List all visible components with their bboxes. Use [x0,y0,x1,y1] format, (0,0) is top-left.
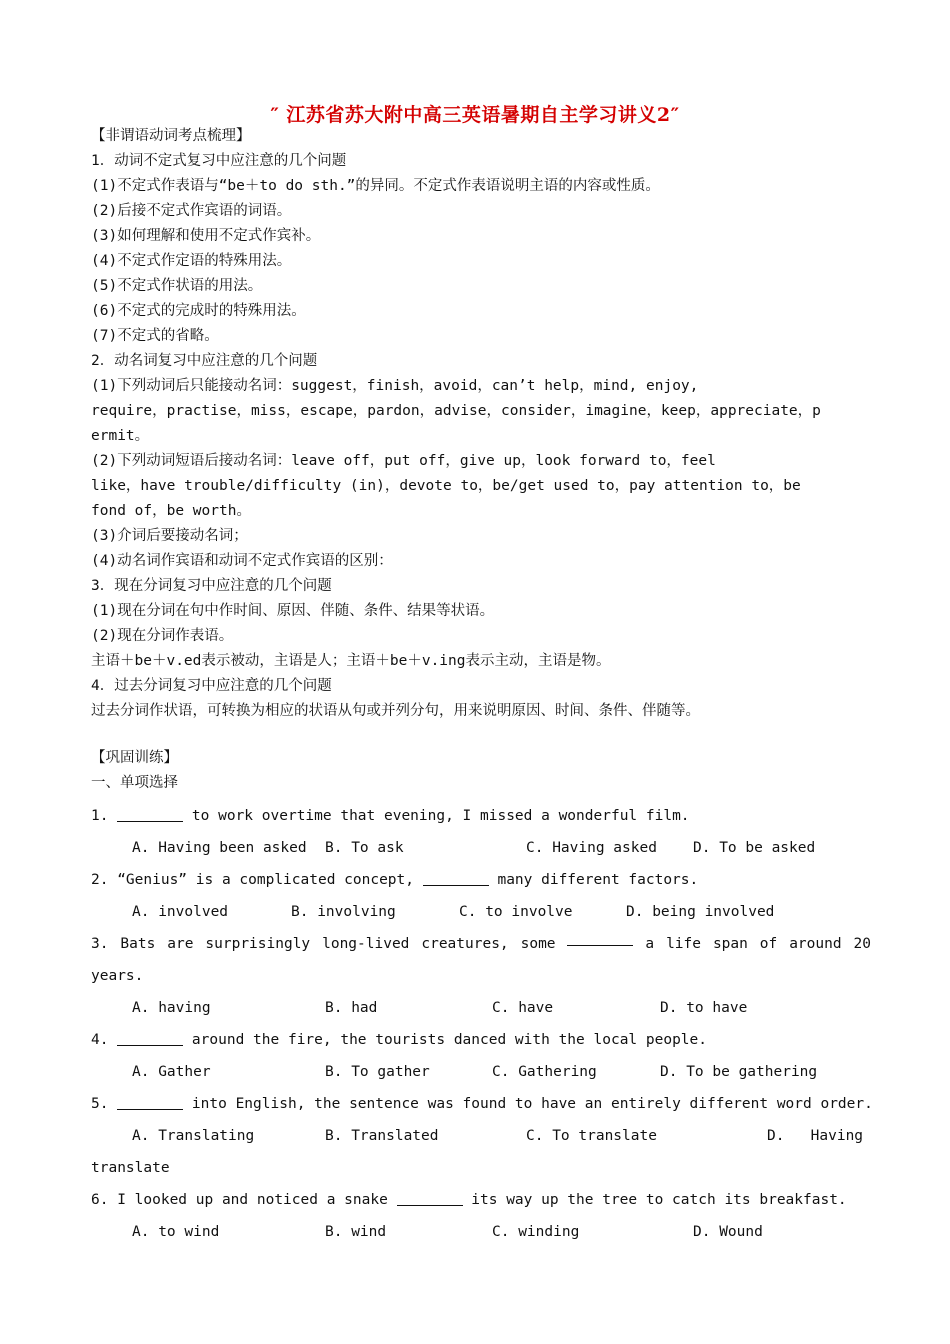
question-5 [91,1088,871,1120]
option-a[interactable]: A. having [132,1000,211,1016]
options-1 [91,832,871,864]
question-2 [91,864,871,896]
question-4 [91,1024,871,1056]
options-6 [91,1216,871,1248]
summary-line: 3．现在分词复习中应注意的几个问题 [91,578,332,594]
option-d[interactable]: D. being involved [626,904,775,920]
question-word: surprisingly [205,936,311,952]
option-c[interactable]: C. To translate [526,1128,657,1144]
question-word: 20 [853,936,871,952]
summary-line: 4．过去分词复习中应注意的几个问题 [91,678,332,694]
question-word: long-lived [322,936,410,952]
question-text: into English, the sentence was found to have an entirely different word order. [183,1096,873,1112]
option-d[interactable]: D. Having [767,1128,864,1144]
answer-blank [423,868,489,886]
summary-line: (2)现在分词作表语。 [91,628,234,644]
practice-heading: 【巩固训练】 [91,750,178,766]
option-c[interactable]: C. to involve [459,904,573,920]
question-word: creatures, [421,936,509,952]
option-c[interactable]: C. have [492,1000,554,1016]
summary-line: ermit。 [91,428,150,444]
summary-line: (4)不定式作定语的特殊用法。 [91,253,292,269]
option-b[interactable]: B. involving [291,904,396,920]
option-a[interactable]: A. involved [132,904,229,920]
summary-line: (6)不定式的完成时的特殊用法。 [91,303,306,319]
question-5-continued: translate [91,1160,170,1176]
question-text: its way up the tree to catch its breakfast. [462,1192,847,1208]
question-word: around [789,936,842,952]
answer-blank [397,1188,463,1206]
question-text: 5. [91,1096,118,1112]
summary-line: (5)不定式作状语的用法。 [91,278,263,294]
option-d[interactable]: D. Wound [693,1224,763,1240]
question-word: of [759,936,778,952]
question-word: life [666,936,701,952]
summary-line: (3)如何理解和使用不定式作宾补。 [91,228,321,244]
option-b[interactable]: B. To gather [325,1064,430,1080]
answer-blank [567,928,633,946]
option-a[interactable]: A. Translating [132,1128,255,1144]
option-a[interactable]: A. Having been asked [132,840,307,856]
summary-line: 主语＋be＋v.ed表示被动，主语是人；主语＋be＋v.ing表示主动，主语是物。 [91,653,611,669]
question-word: a [645,936,655,952]
summary-line: (2)后接不定式作宾语的词语。 [91,203,292,219]
question-3 [91,928,871,960]
option-c[interactable]: C. Gathering [492,1064,597,1080]
option-b[interactable]: B. wind [325,1224,387,1240]
summary-line: (1)现在分词在句中作时间、原因、伴随、条件、结果等状语。 [91,603,495,619]
summary-line: (2)下列动词短语后接动名词：leave off，put off，give up，look forward to，feel [91,453,716,469]
question-word: some [520,936,556,952]
options-2 [91,896,871,928]
option-a[interactable]: A. Gather [132,1064,211,1080]
option-c[interactable]: C. winding [492,1224,580,1240]
option-b[interactable]: B. had [325,1000,378,1016]
summary-line: 过去分词作状语，可转换为相应的状语从句或并列分句，用来说明原因、时间、条件、伴随等。 [91,703,700,719]
options-5 [91,1120,871,1152]
question-word: 3. [91,936,109,952]
question-text: 2. “Genius” is a complicated concept, [91,872,423,888]
question-word: Bats [120,936,156,952]
option-c[interactable]: C. Having asked [526,840,657,856]
question-text: 4. [91,1032,118,1048]
option-a[interactable]: A. to wind [132,1224,220,1240]
question-6 [91,1184,871,1216]
question-text: 6. I looked up and noticed a snake [91,1192,397,1208]
practice-section [91,746,871,796]
summary-line: (7)不定式的省略。 [91,328,219,344]
question-word: are [167,936,194,952]
question-list [91,800,871,1248]
summary-line: fond of，be worth。 [91,503,251,519]
summary-line: require，practise，miss，escape，pardon，advise，consider，imagine，keep，appreciate，p [91,403,821,419]
section-title: 一、单项选择 [91,775,178,791]
summary-line: 1．动词不定式复习中应注意的几个问题 [91,153,347,169]
grammar-summary [91,124,871,724]
option-d[interactable]: D. To be gathering [660,1064,818,1080]
question-text: 1. [91,808,118,824]
answer-blank [117,804,183,822]
document-title: ″ 江苏省苏大附中高三英语暑期自主学习讲义2″ [270,104,680,126]
question-3-continued: years. [91,968,144,984]
summary-line: (1)不定式作表语与“be＋to do sth.”的异同。不定式作表语说明主语的内容或性质。 [91,178,660,194]
options-3 [91,992,871,1024]
answer-blank [117,1028,183,1046]
question-1 [91,800,871,832]
option-d[interactable]: D. to have [660,1000,748,1016]
summary-line: (1)下列动词后只能接动名词：suggest，finish，avoid，can’t help，mind, enjoy, [91,378,699,394]
question-word: span [712,936,748,952]
summary-line: 2．动名词复习中应注意的几个问题 [91,353,318,369]
question-text: around the fire, the tourists danced with the local people. [183,1032,707,1048]
summary-line: like，have trouble/difficulty (in)，devote to，be/get used to，pay attention to，be [91,478,801,494]
options-4 [91,1056,871,1088]
question-text: many different factors. [488,872,699,888]
option-b[interactable]: B. To ask [325,840,404,856]
summary-line: (3)介词后要接动名词； [91,528,248,544]
summary-line: (4)动名词作宾语和动词不定式作宾语的区别： [91,553,393,569]
summary-heading: 【非谓语动词考点梳理】 [91,128,251,144]
option-b[interactable]: B. Translated [325,1128,439,1144]
option-d[interactable]: D. To be asked [693,840,816,856]
answer-blank [117,1092,183,1110]
question-text: to work overtime that evening, I missed a wonderful film. [183,808,690,824]
